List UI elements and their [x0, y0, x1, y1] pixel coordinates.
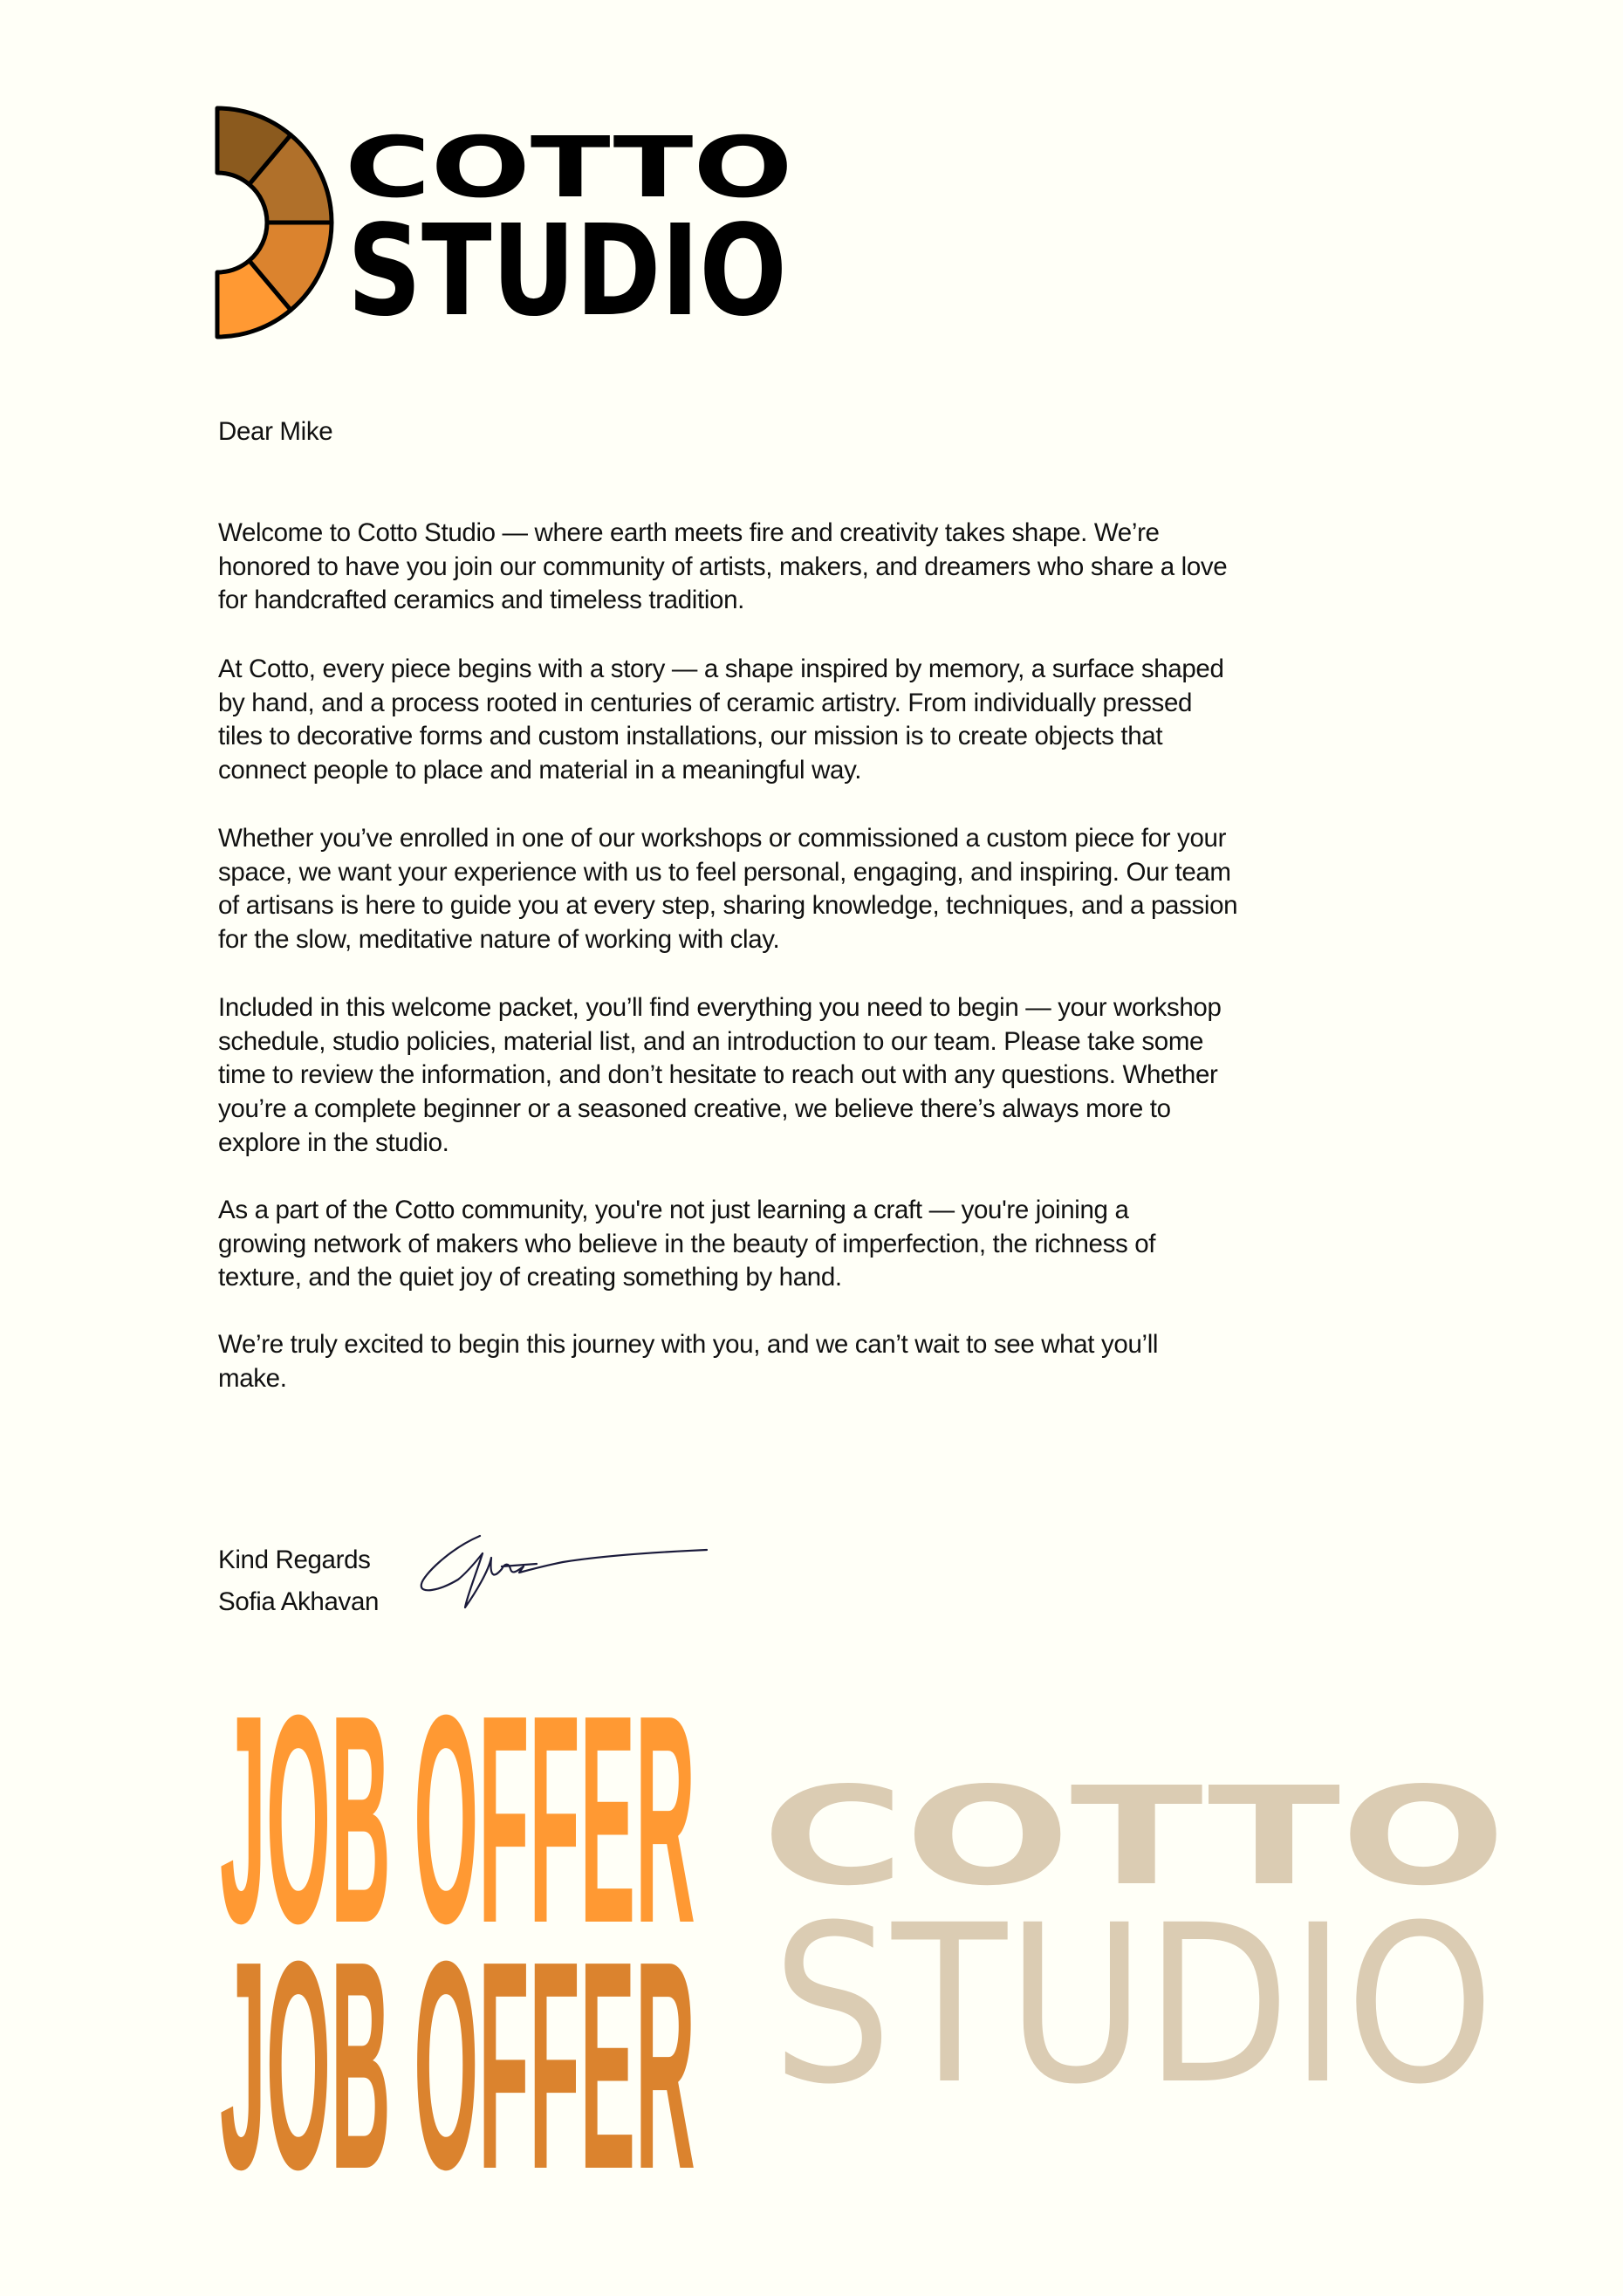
text-line: explore in the studio. — [218, 1127, 449, 1157]
brand-studio-large: STUDIO — [772, 1878, 1495, 2132]
text-line: Welcome to Cotto Studio — where earth meets fire and creativity takes shape. We’re — [218, 518, 1160, 547]
text-line: for the slow, meditative nature of working with clay. — [218, 925, 780, 955]
text-line: As a part of the Cotto community, you're not just learning a craft — you're joining a — [218, 1196, 1129, 1224]
headline-job-offer-1: JOB OFFER — [220, 1654, 695, 1985]
text-line: growing network of makers who believe in the beauty of imperfection, the richness of — [218, 1229, 1156, 1258]
sender-name: Sofia Akhavan — [218, 1587, 380, 1616]
paragraph-6 — [218, 1328, 1158, 1395]
paragraph-2 — [218, 653, 1224, 788]
text-line: honored to have you join our community of artists, makers, and dreamers who share a love — [218, 552, 1228, 581]
logo-emblem-icon — [213, 104, 344, 341]
text-line: space, we want your experience with us to feel personal, engaging, and inspiring. Our team — [218, 857, 1231, 887]
closing-phrase: Kind Regards — [218, 1546, 371, 1574]
text-line: connect people to place and material in a meaningful way. — [218, 756, 862, 785]
headline-job-offer-2: JOB OFFER — [220, 1900, 695, 2231]
text-line: Whether you’ve enrolled in one of our workshops or commissioned a custom piece for your — [218, 824, 1227, 853]
paragraph-5 — [218, 1194, 1155, 1295]
greeting: Dear Mike — [218, 417, 333, 446]
brand-cotto-large: COTTO — [762, 1758, 1506, 1916]
text-line: We’re truly excited to begin this journey with you, and we can’t wait to see what you’ll — [218, 1330, 1159, 1359]
text-line: make. — [218, 1363, 287, 1393]
handwritten-signature — [414, 1527, 720, 1623]
paragraph-4 — [218, 991, 1222, 1161]
paragraph-1 — [218, 517, 1227, 618]
text-line: Included in this welcome packet, you’ll find everything you need to begin — your workshop — [218, 993, 1222, 1022]
logo-line-cotto: COTTO — [345, 119, 793, 216]
text-line: for handcrafted ceramics and timeless tradition. — [218, 586, 744, 615]
text-line: tiles to decorative forms and custom installations, our mission is to create objects that — [218, 722, 1163, 751]
text-line: texture, and the quiet joy of creating something by hand. — [218, 1263, 842, 1292]
text-line: of artisans is here to guide you at every step, sharing knowledge, techniques, and a passion — [218, 891, 1238, 921]
text-line: schedule, studio policies, material list, and an introduction to our team. Please take some — [218, 1026, 1204, 1056]
logo-line-studio: STUDIO — [347, 197, 787, 344]
text-line: time to review the information, and don’t hesitate to reach out with any questions. Whether — [218, 1060, 1218, 1090]
text-line: by hand, and a process rooted in centuries of ceramic artistry. From individually pressed — [218, 688, 1193, 717]
text-line: At Cotto, every piece begins with a story — a shape inspired by memory, a surface shaped — [218, 655, 1224, 683]
paragraph-3 — [218, 822, 1237, 957]
text-line: you’re a complete beginner or a seasoned creative, we believe there’s always more to — [218, 1094, 1171, 1124]
sign-off — [218, 1539, 379, 1623]
